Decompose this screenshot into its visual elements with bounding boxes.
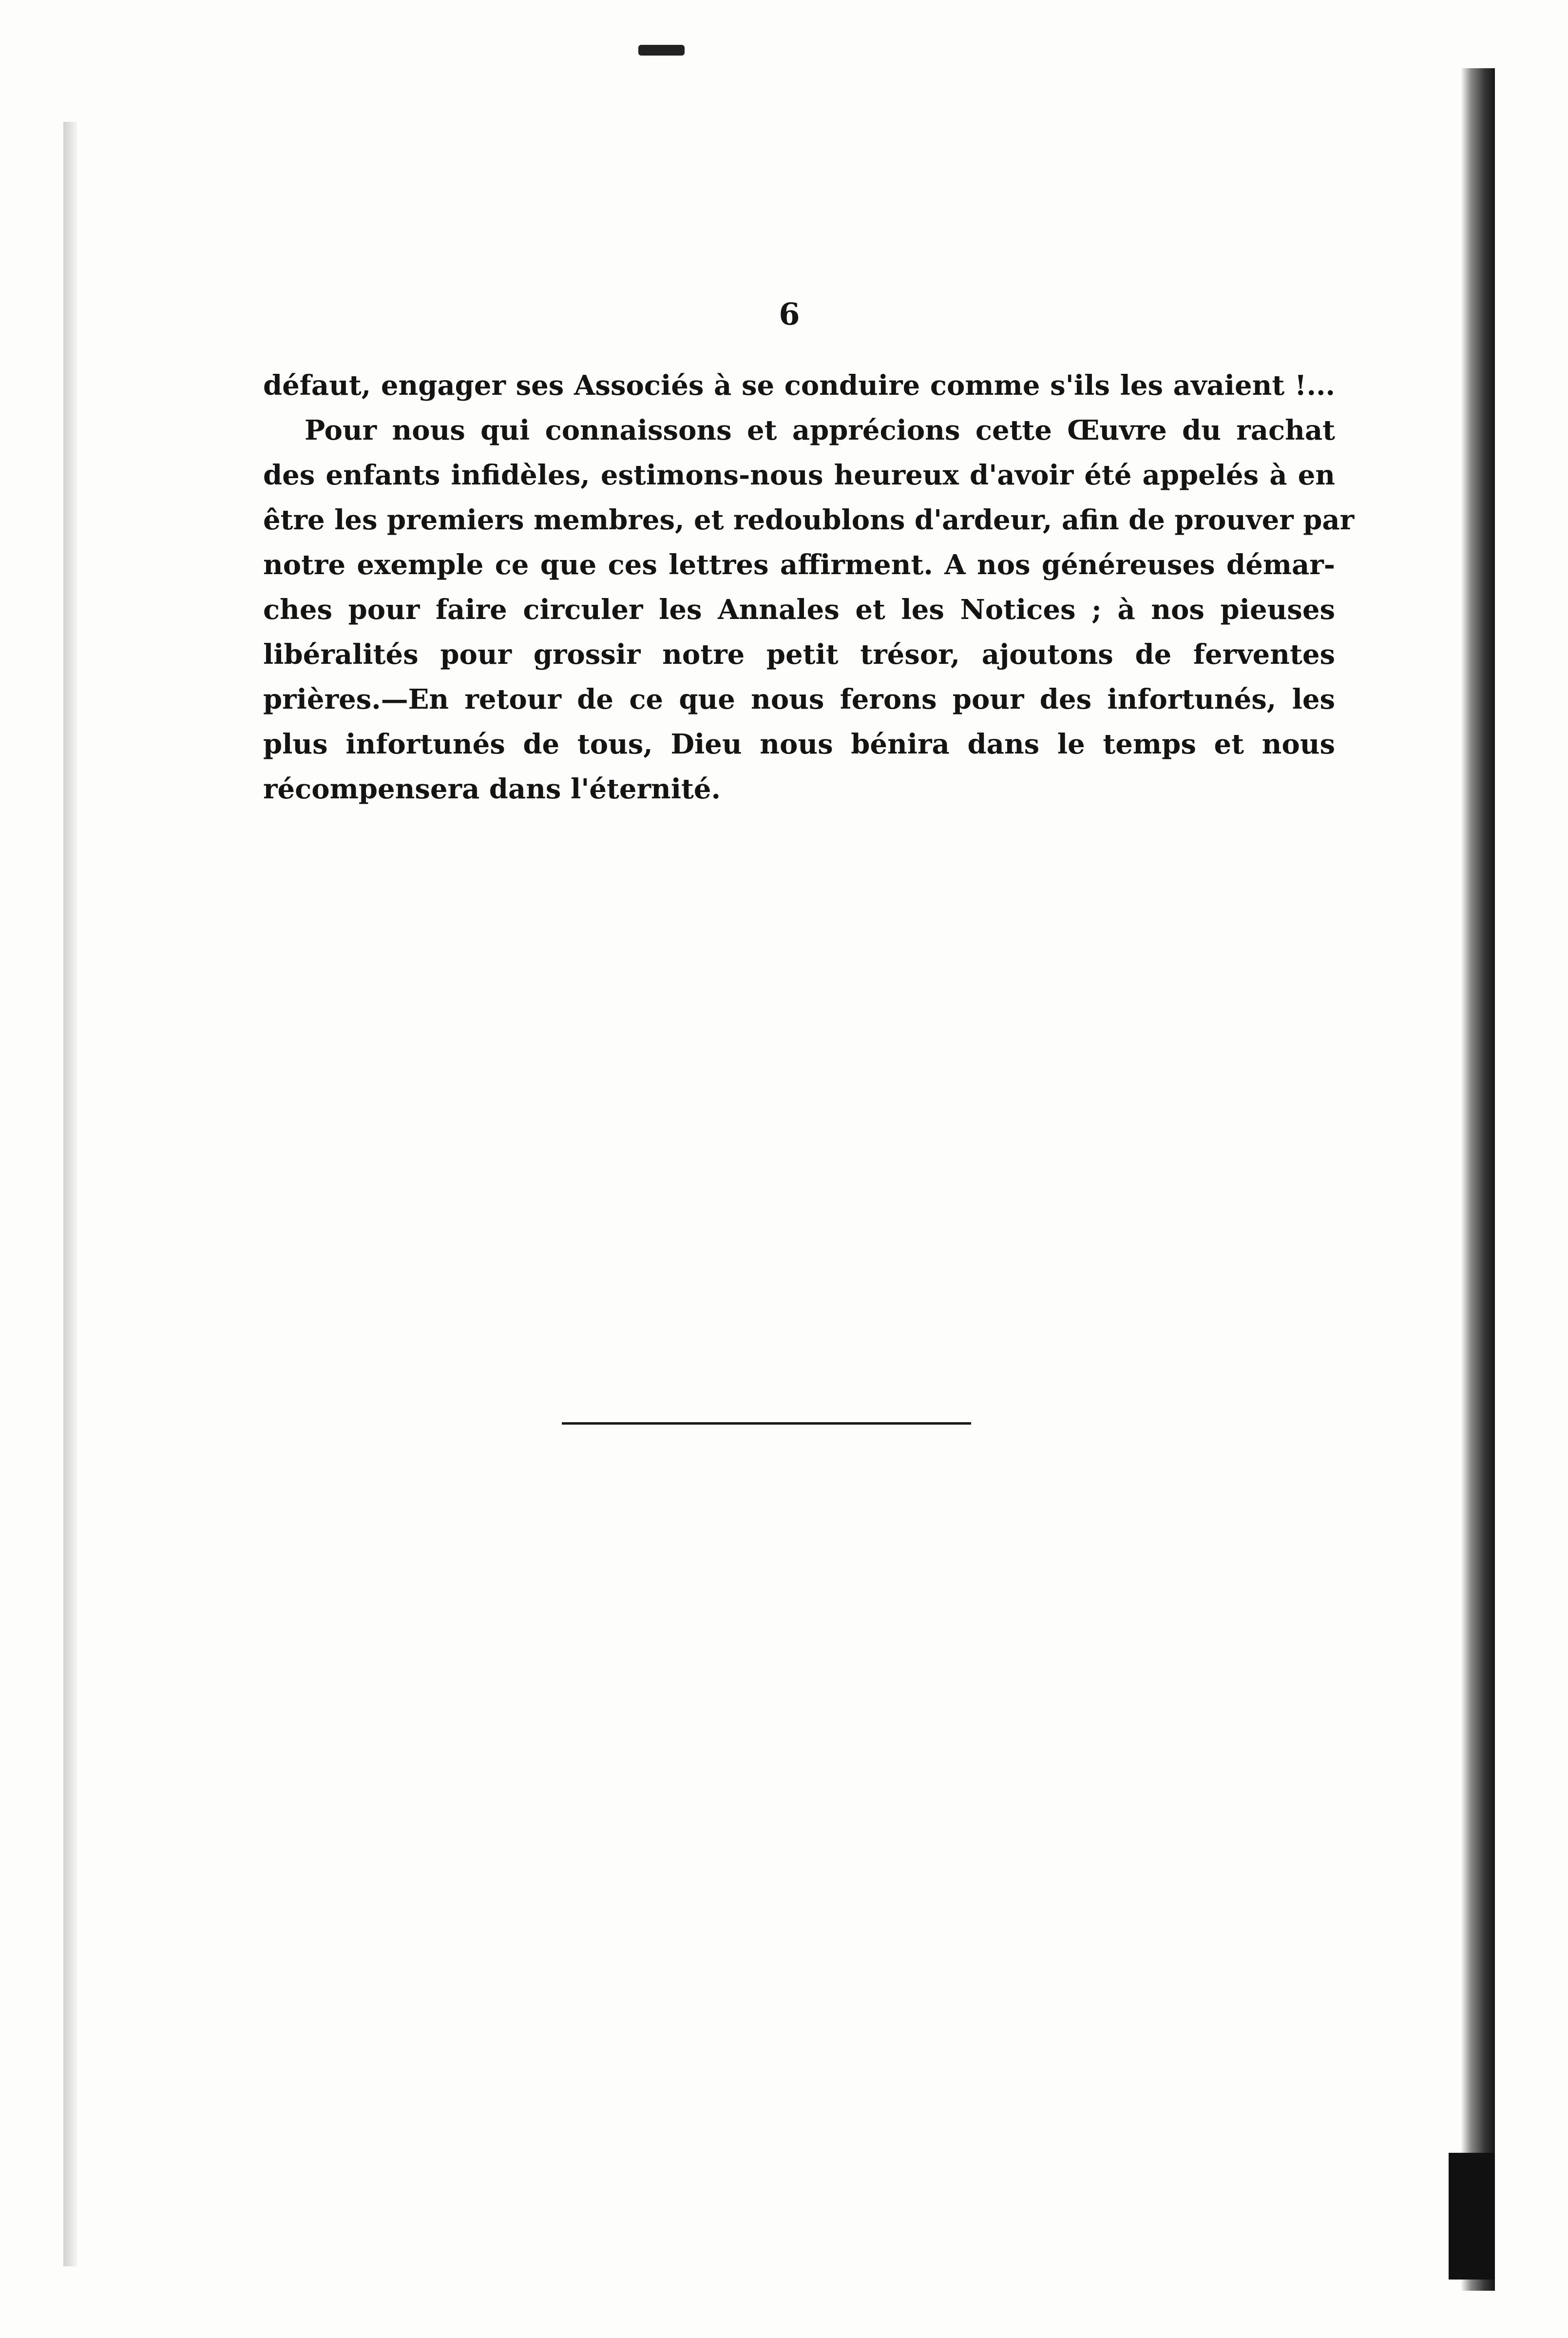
binding-edge: [1461, 68, 1495, 2291]
text-line: notre exemple ce que ces lettres affirment. A nos généreuses démar-: [263, 549, 1335, 581]
text-line: plus infortunés de tous, Dieu nous bénira dans le temps et nous: [263, 728, 1335, 760]
text-line: Pour nous qui connaissons et apprécions cette Œuvre du rachat: [305, 414, 1335, 446]
text-line: des enfants infidèles, estimons-nous heureux d'avoir été appelés à en: [263, 459, 1335, 491]
text-line: récompensera dans l'éternité.: [263, 773, 721, 805]
text-line: être les premiers membres, et redoublons d'ardeur, afin de prouver par: [263, 504, 1355, 536]
scan-mark: [638, 45, 685, 56]
text-line: défaut, engager ses Associés à se conduire comme s'ils les avaient !...: [263, 369, 1335, 402]
binding-edge-foot: [1449, 2153, 1495, 2280]
left-page-edge: [63, 122, 77, 2266]
text-line: ches pour faire circuler les Annales et les Notices ; à nos pieuses: [263, 594, 1335, 626]
text-line: prières.—En retour de ce que nous ferons pour des infortunés, les: [263, 683, 1335, 715]
body-text: [263, 363, 1355, 812]
section-divider: [562, 1422, 971, 1425]
text-line: libéralités pour grossir notre petit trésor, ajoutons de ferventes: [263, 638, 1335, 671]
page-number: 6: [779, 296, 800, 332]
